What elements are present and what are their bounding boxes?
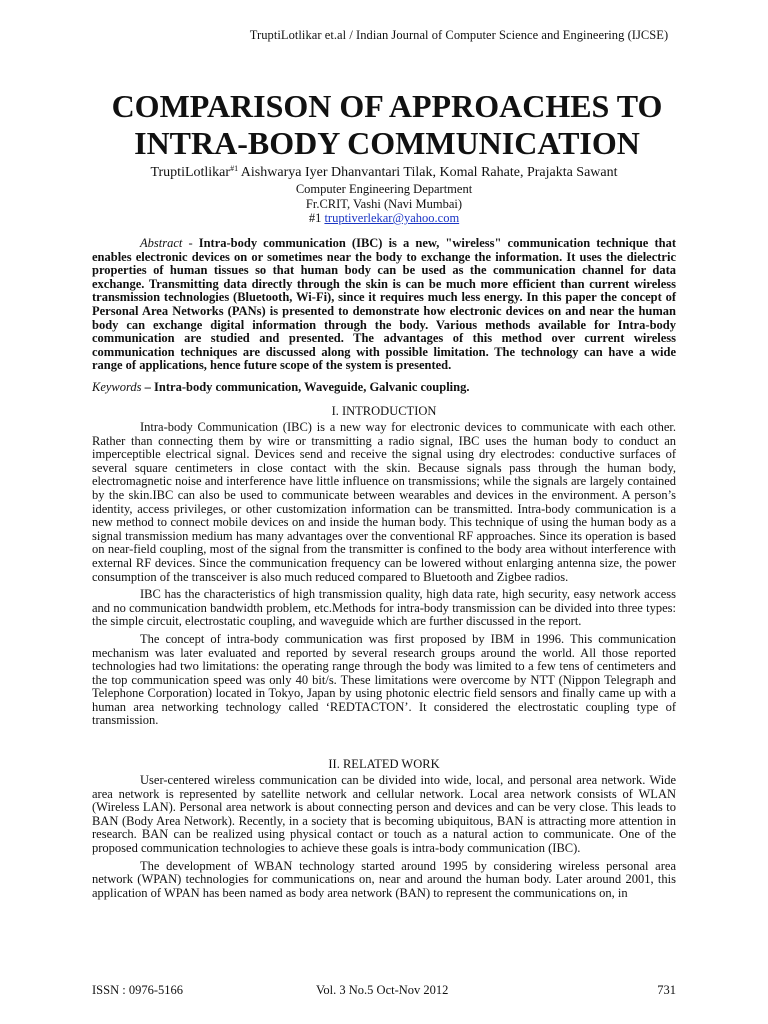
running-header: TruptiLotlikar et.al / Indian Journal of Computer Science and Engineering (IJCSE) [249,28,669,42]
department: Computer Engineering Department [295,182,473,196]
keywords-label: Keywords [92,380,142,394]
first-author: TruptiLotlikar [150,165,231,180]
keywords [92,380,676,395]
related-paragraph-1: User-centered wireless communication can be divided into wide, local, and personal area network. Wide area network is represented by satellite network and cellular network. Local area network consists of WLAN (Wireless LAN). Personal area network is about connecting person and devices and can be very close. This leads to BAN (Body Area Network). Recently, in a society that is becoming ubiquitous, BAN is attracting more attention in research. BAN can be realized using physical contact or touch as a natural action to communicate. One of the proposed communication technologies to achieve these goals is intra-body communication (IBC). [92,773,676,855]
section-heading-introduction: I. INTRODUCTION [331,404,437,418]
intro-paragraph-3: The concept of intra-body communication was first proposed by IBM in 1996. This communication mechanism was later evaluated and reported by several research groups around the world. All those reported technologies had two limitations: the operating range through the body was limited to a few tens of centimeters and the top communication speed was only 40 bit/s. These limitations were overcome by NTT (Nippon Telegraph and Telephone Corporation) located in Tokyo, Japan by using photonic electric field sensors and finally came up with a human area networking technology called ‘REDTACTON’. It considered the electrostatic coupling type of transmission. [92,631,676,728]
title-line-2: INTRA-BODY COMMUNICATION [134,125,640,161]
related-work-body [92,774,676,904]
related-paragraph-2: The development of WBAN technology started around 1995 by considering wireless personal area network (WPAN) technologies for communications on, near and around the human body. Later around 2001, this application of WPAN has been named as body area network (BAN) to represent the communications on, in [92,858,676,900]
email-line [0,211,768,226]
issn: ISSN : 0976-5166 [92,983,183,997]
email-prefix: #1 [308,211,325,225]
author-list [0,164,768,182]
affiliation [0,182,768,226]
institute: Fr.CRIT, Vashi (Navi Mumbai) [305,196,463,211]
intro-paragraph-2: IBC has the characteristics of high transmission quality, high data rate, high security, easy network access and no communication bandwidth problem, etc.Methods for intra-body transmission can be divided into three types: the simple circuit, electrostatic coupling, and waveguide which are further discussed in the report. [92,587,676,629]
abstract-text: Intra-body communication (IBC) is a new, "wireless" communication technique that enables electronic devices on or sometimes near the body to exchange the information. It uses the dielectric properties of human tissues so that human body can be used as the communication channel for data exchange. Transmitting data directly through the skin is can be much more efficient than current wireless transmission technologies (Bluetooth, Wi-Fi), since it requires much less energy. In this paper the concept of Personal Area Networks (PANs) is presented to demonstrate how electronic devices on and near the human body can exchange digital information through the body. Various methods available for Intra-body communication are studied and presented. The advantages of this method over current wireless communication techniques are discussed along with possible limitation. The technology can have a wide range of applications, hence future scope of the system is presented. [92,236,676,373]
email-link[interactable]: truptiverlekar@yahoo.com [324,211,460,225]
title-line-1: COMPARISON OF APPROACHES TO [111,88,663,124]
author-superscript: #1 [230,164,239,173]
section-heading-related-work: II. RELATED WORK [328,757,440,771]
intro-paragraph-1: Intra-body Communication (IBC) is a new way for electronic devices to communicate with each other. Rather than connecting them by wire or transmitting a radio signal, IBC uses the human body to conduct an imperceptible electrical signal. Devices send and receive the signal using dry electrodes: conductive surfaces of several square centimeters in close contact with the skin. Because signals pass through the human body, electromagnetic noise and interference have little influence on transmissions; while the signals are largely contained by the skin.IBC can also be used to communicate between wearables and devices in the environment. A person’s identity, access privileges, or other customization information can be transmitted. Intra-body communication is a new method to connect mobile devices on and inside the human body. This technique of using the human body as a signal transmission medium has many advantages over the conventional RF approaches. Since its operation is based on near-field coupling, most of the signal from the transmitter is confined to the body area without interference with external RF devices. Since the communication frequency can be lowered without enlarging antenna size, the power consumption of the transceiver is also much reduced compared to Bluetooth and Zigbee radios. [92,420,676,584]
page-number: 731 [657,983,676,997]
other-authors: Aishwarya Iyer Dhanvantari Tilak, Komal Rahate, Prajakta Sawant [238,165,618,180]
introduction-body [92,421,676,732]
abstract [92,237,676,373]
volume-info: Vol. 3 No.5 Oct-Nov 2012 [316,983,449,997]
abstract-label: Abstract - [140,236,199,250]
page-footer [92,983,676,999]
keywords-text: – Intra-body communication, Waveguide, Galvanic coupling. [141,380,470,394]
paper-title [0,88,768,162]
